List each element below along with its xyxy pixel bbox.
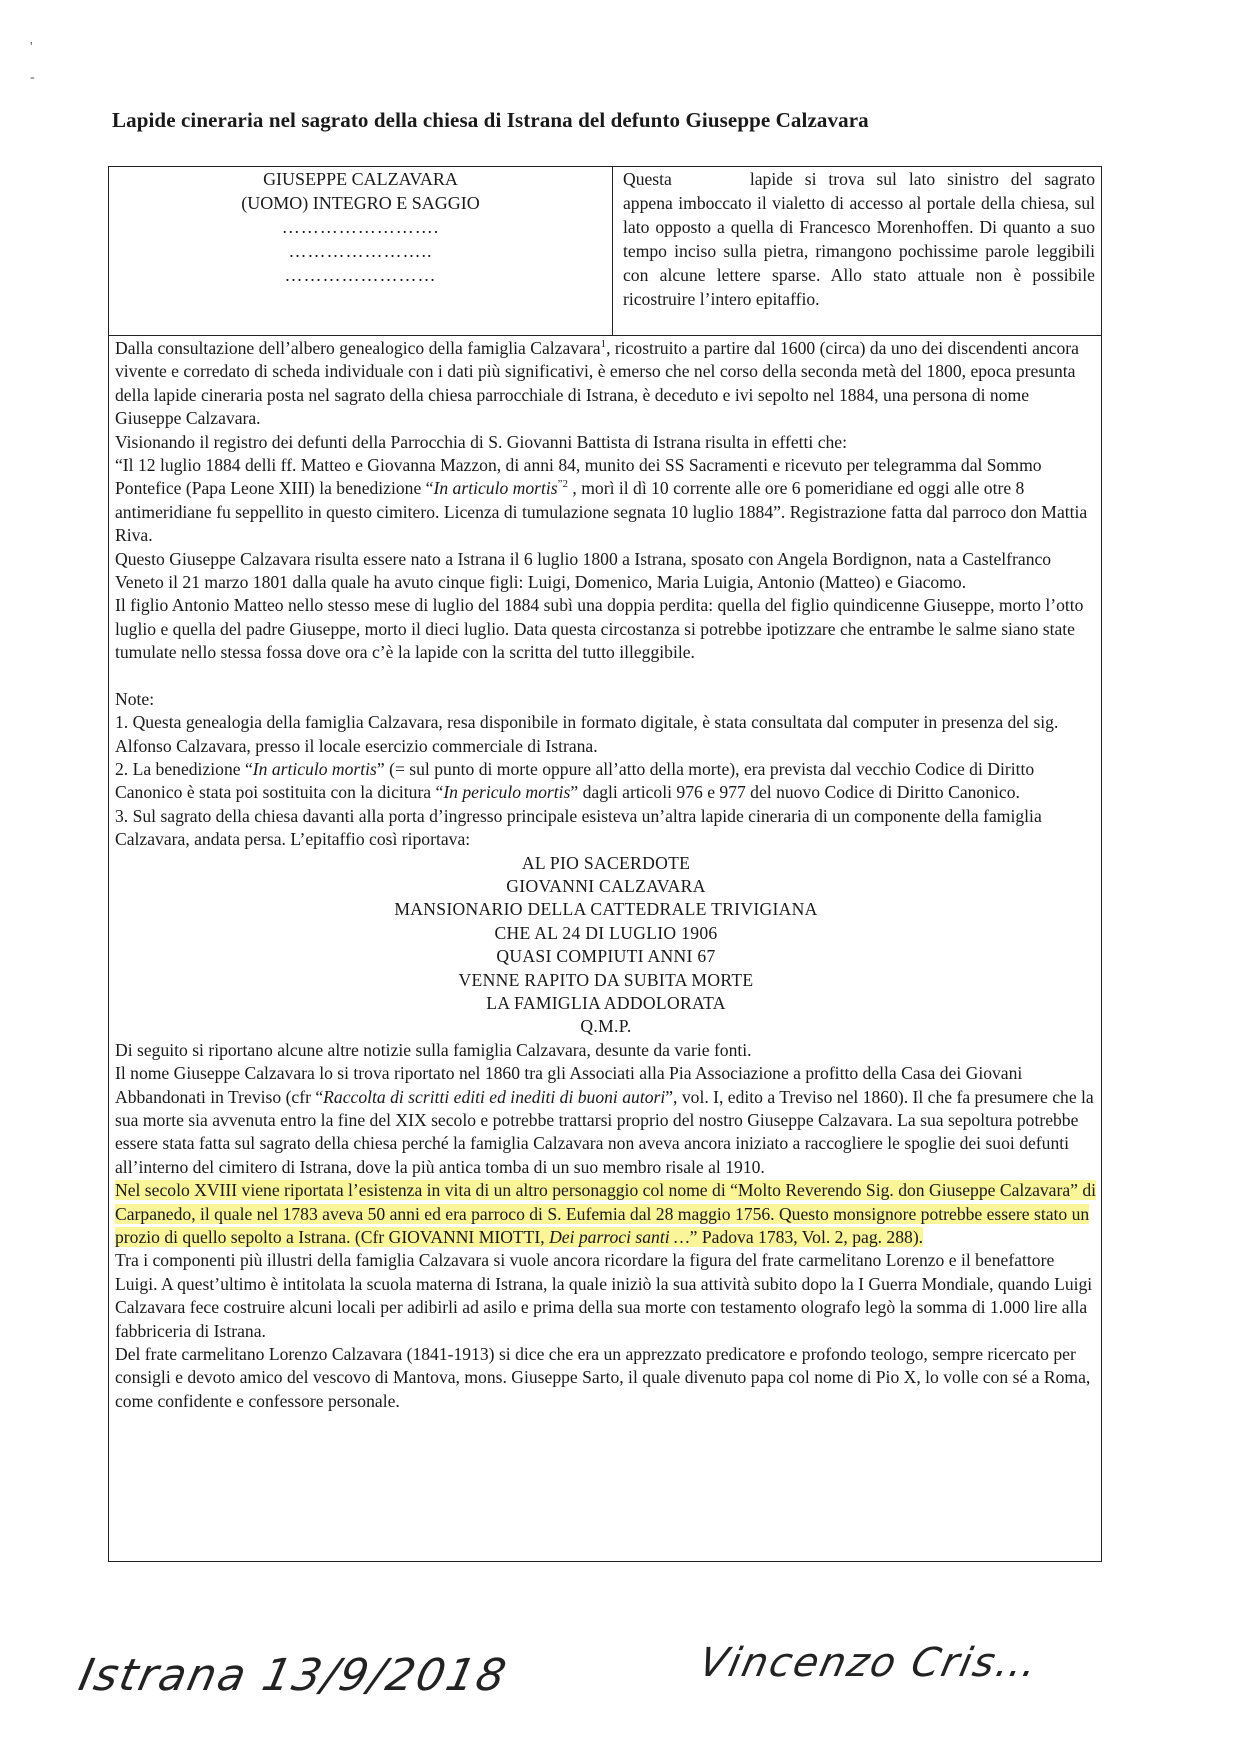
- epitaph-illegible-3: ……………………: [284, 265, 437, 285]
- document-frame: [108, 166, 1102, 1562]
- note-2: 2. La benedizione “In articulo mortis” (= sul punto di morte oppure all’atto della morte), era prevista dal vecchio Codice di Diritto Canonico è stata poi sostituita con la dicitura “In periculo mortis” dagli articoli 976 e 977 del nuovo Codice di Diritto Canonico.: [115, 758, 1035, 803]
- inscription-line: GIOVANNI CALZAVARA: [506, 875, 706, 896]
- inscription-line: QUASI COMPIUTI ANNI 67: [496, 946, 716, 967]
- paragraph-quote: “Il 12 luglio 1884 delli ff. Matteo e Giovanna Mazzon, di anni 84, munito dei SS Sacramenti e ricevuto per telegramma dal Sommo Pontefice (Papa Leone XIII) la benedizione “In articulo mortis$^{”2}$ , morì il dì 10 corrente alle ore 6 pomeridiane ed oggi alle otre 8 antimeridiane fu seppellito in questo cimitero. Licenza di tumulazione segnata 10 luglio 1884”. Registrazione fatta dal parroco don Mattia Riva.: [115, 455, 1088, 546]
- inscription-line: AL PIO SACERDOTE: [521, 852, 691, 873]
- handwritten-place-date: Istrana 13/9/2018: [74, 1650, 513, 1701]
- epitaph-cell: [109, 167, 613, 335]
- location-note-text: lapide si trova sul lato sinistro del sagrato appena imboccato il vialetto di accesso al portale della chiesa, sul lato opposto a quella di Francesco Morenhoffen. Di quanto a suo tempo inciso sulla pietra, rimangono pochissime parole leggibili con alcune lettere sparse. Allo stato attuale non è possibile ricostruire l’intero epitaffio.: [623, 169, 1095, 309]
- paragraph-register: Visionando il registro dei defunti della Parrocchia di S. Giovanni Battista di Istrana risulta in effetti che:: [115, 431, 847, 452]
- epitaph-illegible-2: …………………..: [288, 241, 433, 261]
- paragraph-birth: Questo Giuseppe Calzavara risulta essere nato a Istrana il 6 luglio 1800 a Istrana, sposato con Angela Bordignon, nata a Castelfranco Veneto il 21 marzo 1801 dalla quale ha avuto cinque figli: Luigi, Domenico, Maria Luigia, Antonio (Matteo) e Giacomo.: [115, 548, 1052, 593]
- paragraph-sources: Di seguito si riportano alcune altre notizie sulla famiglia Calzavara, desunte da varie fonti.: [115, 1039, 752, 1060]
- paragraph-loss: Il figlio Antonio Matteo nello stesso mese di luglio del 1884 subì una doppia perdita: quella del figlio quindicenne Giuseppe, morto l’otto luglio e quella del padre Giuseppe, morto il dieci luglio. Data questa circostanza si potrebbe ipotizzare che entrambe le salme siano state tumulate nello stessa fossa dove ora c’è la lapide con la scritta del tutto illeggibile.: [115, 595, 1084, 663]
- paragraph-illustrious: Tra i componenti più illustri della famiglia Calzavara si vuole ancora ricordare la figura del frate carmelitano Lorenzo e il benefattore Luigi. A quest’ultimo è intitolata la scuola materna di Istrana, la quale iniziò la sua attività subito dopo la I Guerra Mondiale, quando Luigi Calzavara fece costruire alcuni locali per adibirli ad asilo e prima della sua morte con testamento olografo legò la somma di 1.000 lire alla fabbriceria di Istrana.: [115, 1250, 1093, 1341]
- highlighted-text: Nel secolo XVIII viene riportata l’esistenza in vita di un altro personaggio col nome di “Molto Reverendo Sig. don Giuseppe Calzavara” di Carpanedo, il quale nel 1783 aveva 50 anni ed era parroco di S. Eufemia dal 28 maggio 1756. Questo monsignore potrebbe essere stato un prozio di quello sepolto a Istrana. (Cfr GIOVANNI MIOTTI, Dei parroci santi …” Padova 1783, Vol. 2, pag. 288).: [115, 1180, 1097, 1248]
- location-note: [623, 167, 1095, 311]
- epitaph-line-2: (UOMO) INTEGRO E SAGGIO: [241, 193, 480, 213]
- paragraph-1860: Il nome Giuseppe Calzavara lo si trova riportato nel 1860 tra gli Associati alla Pia Associazione a profitto della Casa dei Giovani Abbandonati in Treviso (cfr “Raccolta di scritti editi ed inediti di buoni autori”, vol. I, edito a Treviso nel 1860). Il che fa presumere che la sua morte sia avvenuta entro la fine del XIX secolo e potrebbe trattarsi proprio del nostro Giuseppe Calzavara. La sua sepoltura potrebbe essere stata fatta sul sagrato della chiesa perché la famiglia Calzavara non aveva ancora iniziato a raccogliere le spoglie dei suoi defunti all’interno del cimitero di Istrana, dove la più antica tomba di un suo membro risale al 1910.: [115, 1063, 1094, 1177]
- page-title: Lapide cineraria nel sagrato della chiesa di Istrana del defunto Giuseppe Calzavara: [112, 108, 869, 132]
- inscription-line: VENNE RAPITO DA SUBITA MORTE: [458, 969, 754, 990]
- epitaph-line-1: GIUSEPPE CALZAVARA: [263, 169, 458, 189]
- spacer: [115, 665, 1097, 688]
- paragraph-highlighted: [115, 1179, 1097, 1249]
- inscription-line: Q.M.P.: [580, 1016, 632, 1037]
- note-1: 1. Questa genealogia della famiglia Calzavara, resa disponibile in formato digitale, è stata consultata dal computer in presenza del sig. Alfonso Calzavara, presso il locale esercizio commerciale di Istrana.: [115, 712, 1059, 756]
- inscription-line: MANSIONARIO DELLA CATTEDRALE TRIVIGIANA: [394, 899, 818, 920]
- top-row: [109, 167, 1101, 336]
- note-3: 3. Sul sagrato della chiesa davanti alla porta d’ingresso principale esisteva un’altra lapide cineraria di un componente della famiglia Calzavara, andata persa. L’epitaffio così riportava:: [115, 805, 1042, 850]
- inscription-line: CHE AL 24 DI LUGLIO 1906: [494, 922, 718, 943]
- scan-speck: -: [30, 70, 35, 85]
- paragraph-genealogy: Dalla consultazione dell’albero genealogico della famiglia Calzavara$^1$, ricostruito a partire dal 1600 (circa) da uno dei discendenti ancora vivente e corredato di scheda individuale con i dati più significativi, è emerso che nel corso della seconda metà del 1800, epoca presunta della lapide cineraria posta nel sagrato della chiesa parrocchiale di Istrana, è deceduto e ivi sepolto nel 1884, una persona di nome Giuseppe Calzavara.: [115, 338, 1079, 429]
- inscription-block: [115, 852, 1097, 1039]
- scan-blank: [672, 174, 750, 188]
- paragraph-lorenzo: Del frate carmelitano Lorenzo Calzavara (1841-1913) si dice che era un apprezzato predicatore e profondo teologo, sempre ricercato per consigli e devoto amico del vescovo di Mantova, mons. Giuseppe Sarto, il quale divenuto papa col nome di Pio X, lo volle con sé a Roma, come confidente e confessore personale.: [115, 1344, 1091, 1411]
- inscription-line: LA FAMIGLIA ADDOLORATA: [486, 992, 726, 1013]
- epitaph-illegible-1: …………………….: [281, 217, 440, 237]
- notes-heading: Note:: [115, 688, 155, 709]
- body-text: [115, 337, 1097, 1413]
- scan-speck: ': [30, 40, 33, 55]
- handwritten-signature: Vincenzo Cris…: [695, 1640, 1044, 1686]
- location-note-first-word: Questa: [623, 169, 672, 189]
